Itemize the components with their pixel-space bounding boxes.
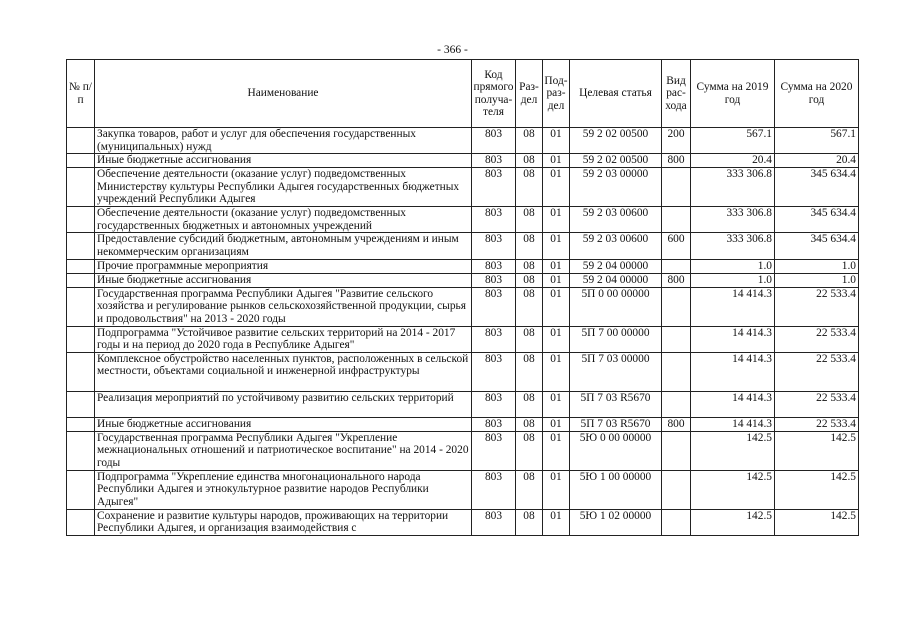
cell-subsection: 01 [543,352,570,391]
cell-sum-2019: 142.5 [691,509,775,535]
cell-no [67,154,95,168]
cell-code: 803 [472,509,516,535]
table-row [67,233,859,259]
cell-no [67,326,95,352]
cell-expense-type [662,391,691,417]
cell-name: Иные бюджетные ассигнования [95,417,472,431]
table-row [67,326,859,352]
header-sum-2020: Сумма на 2020 год [775,60,859,128]
cell-section: 08 [516,287,543,326]
cell-expense-type: 800 [662,273,691,287]
cell-sum-2019: 142.5 [691,431,775,470]
table-row [67,287,859,326]
cell-name: Предоставление субсидий бюджетным, автономным учреждениям и иным некоммерческим организациям [95,233,472,259]
cell-article: 59 2 03 00600 [570,207,662,233]
cell-section: 08 [516,352,543,391]
cell-code: 803 [472,417,516,431]
cell-no [67,470,95,509]
cell-sum-2020: 1.0 [775,259,859,273]
cell-name: Закупка товаров, работ и услуг для обеспечения государственных (муниципальных) нужд [95,128,472,154]
cell-code: 803 [472,352,516,391]
cell-code: 803 [472,259,516,273]
cell-name: Прочие программные мероприятия [95,259,472,273]
cell-expense-type [662,259,691,273]
cell-no [67,417,95,431]
cell-sum-2019: 14 414.3 [691,391,775,417]
cell-sum-2019: 1.0 [691,273,775,287]
cell-expense-type [662,168,691,207]
header-expense-type: Вид рас-хода [662,60,691,128]
table-body [67,128,859,536]
cell-subsection: 01 [543,128,570,154]
cell-sum-2019: 14 414.3 [691,326,775,352]
cell-expense-type: 800 [662,417,691,431]
cell-sum-2019: 1.0 [691,259,775,273]
cell-section: 08 [516,233,543,259]
cell-section: 08 [516,168,543,207]
cell-no [67,391,95,417]
header-no: № п/п [67,60,95,128]
header-article: Целевая статья [570,60,662,128]
cell-expense-type [662,352,691,391]
cell-sum-2020: 22 533.4 [775,326,859,352]
cell-sum-2020: 142.5 [775,470,859,509]
budget-table [66,59,859,536]
cell-code: 803 [472,168,516,207]
cell-name: Комплексное обустройство населенных пунктов, расположенных в сельской местности, объектами социальной и инженерной инфраструктуры [95,352,472,391]
cell-subsection: 01 [543,470,570,509]
cell-section: 08 [516,207,543,233]
cell-code: 803 [472,391,516,417]
cell-no [67,168,95,207]
cell-code: 803 [472,287,516,326]
cell-sum-2020: 1.0 [775,273,859,287]
cell-name: Иные бюджетные ассигнования [95,154,472,168]
cell-code: 803 [472,326,516,352]
cell-sum-2019: 14 414.3 [691,287,775,326]
cell-subsection: 01 [543,509,570,535]
cell-article: 5Ю 1 02 00000 [570,509,662,535]
cell-subsection: 01 [543,273,570,287]
cell-name: Государственная программа Республики Адыгея "Укрепление межнациональных отношений и патриотическое воспитание" на 2014 - 2020 годы [95,431,472,470]
cell-no [67,287,95,326]
table-row [67,509,859,535]
cell-subsection: 01 [543,431,570,470]
cell-no [67,207,95,233]
cell-article: 59 2 04 00000 [570,273,662,287]
cell-article: 5П 7 03 R5670 [570,391,662,417]
cell-sum-2020: 20.4 [775,154,859,168]
cell-code: 803 [472,154,516,168]
cell-article: 5Ю 1 00 00000 [570,470,662,509]
cell-name: Обеспечение деятельности (оказание услуг) подведомственных государственных бюджетных и автономных учреждений [95,207,472,233]
cell-subsection: 01 [543,287,570,326]
cell-article: 59 2 02 00500 [570,154,662,168]
cell-section: 08 [516,391,543,417]
cell-section: 08 [516,154,543,168]
cell-expense-type [662,509,691,535]
cell-expense-type: 800 [662,154,691,168]
cell-sum-2019: 20.4 [691,154,775,168]
cell-subsection: 01 [543,154,570,168]
cell-code: 803 [472,233,516,259]
table-row [67,391,859,417]
cell-sum-2020: 22 533.4 [775,352,859,391]
cell-expense-type: 200 [662,128,691,154]
cell-expense-type: 600 [662,233,691,259]
cell-expense-type [662,207,691,233]
cell-name: Подпрограмма "Укрепление единства многонационального народа Республики Адыгея и этнокультурное развитие народов Республики Адыгея" [95,470,472,509]
cell-article: 59 2 03 00600 [570,233,662,259]
cell-sum-2020: 22 533.4 [775,287,859,326]
cell-subsection: 01 [543,207,570,233]
table-row [67,352,859,391]
cell-name: Сохранение и развитие культуры народов, проживающих на территории Республики Адыгея, и организация взаимодействия с [95,509,472,535]
header-code: Код прямого получа-теля [472,60,516,128]
cell-no [67,233,95,259]
cell-section: 08 [516,431,543,470]
cell-article: 59 2 04 00000 [570,259,662,273]
table-row [67,128,859,154]
cell-no [67,259,95,273]
cell-subsection: 01 [543,391,570,417]
table-row [67,168,859,207]
cell-sum-2020: 22 533.4 [775,391,859,417]
cell-subsection: 01 [543,417,570,431]
cell-code: 803 [472,431,516,470]
cell-code: 803 [472,273,516,287]
cell-expense-type [662,287,691,326]
cell-no [67,128,95,154]
cell-sum-2020: 345 634.4 [775,168,859,207]
table-row [67,417,859,431]
table-row [67,154,859,168]
table-header-row [67,60,859,128]
cell-sum-2019: 333 306.8 [691,233,775,259]
cell-section: 08 [516,128,543,154]
table-row [67,431,859,470]
table-row [67,207,859,233]
cell-section: 08 [516,326,543,352]
cell-article: 5Ю 0 00 00000 [570,431,662,470]
cell-subsection: 01 [543,326,570,352]
cell-sum-2019: 567.1 [691,128,775,154]
cell-sum-2019: 333 306.8 [691,168,775,207]
cell-name: Государственная программа Республики Адыгея "Развитие сельского хозяйства и регулирование рынков сельскохозяйственной продукции, сырья и продовольствия" на 2013 - 2020 годы [95,287,472,326]
cell-sum-2019: 14 414.3 [691,352,775,391]
header-section: Раз-дел [516,60,543,128]
cell-sum-2020: 142.5 [775,509,859,535]
cell-name: Реализация мероприятий по устойчивому развитию сельских территорий [95,391,472,417]
cell-article: 5П 7 00 00000 [570,326,662,352]
cell-name: Иные бюджетные ассигнования [95,273,472,287]
cell-no [67,509,95,535]
cell-sum-2020: 567.1 [775,128,859,154]
cell-sum-2019: 142.5 [691,470,775,509]
cell-section: 08 [516,470,543,509]
cell-name: Подпрограмма "Устойчивое развитие сельских территорий на 2014 - 2017 годы и на период до 2020 года в Республике Адыгея" [95,326,472,352]
cell-sum-2020: 345 634.4 [775,233,859,259]
header-subsection: Под-раз-дел [543,60,570,128]
page-number: - 366 - [437,44,468,56]
cell-article: 59 2 02 00500 [570,128,662,154]
cell-expense-type [662,470,691,509]
cell-section: 08 [516,259,543,273]
cell-article: 5П 7 03 00000 [570,352,662,391]
cell-subsection: 01 [543,233,570,259]
cell-sum-2020: 22 533.4 [775,417,859,431]
cell-sum-2020: 345 634.4 [775,207,859,233]
cell-sum-2019: 14 414.3 [691,417,775,431]
cell-sum-2019: 333 306.8 [691,207,775,233]
cell-sum-2020: 142.5 [775,431,859,470]
cell-code: 803 [472,128,516,154]
table-row [67,470,859,509]
header-name: Наименование [95,60,472,128]
cell-name: Обеспечение деятельности (оказание услуг) подведомственных Министерству культуры Республики Адыгея государственных бюджетных учреждений Республики Адыгея [95,168,472,207]
cell-no [67,352,95,391]
header-sum-2019: Сумма на 2019 год [691,60,775,128]
table-row [67,273,859,287]
cell-subsection: 01 [543,168,570,207]
table-row [67,259,859,273]
cell-article: 5П 0 00 00000 [570,287,662,326]
cell-code: 803 [472,207,516,233]
cell-subsection: 01 [543,259,570,273]
cell-expense-type [662,431,691,470]
cell-article: 59 2 03 00000 [570,168,662,207]
cell-article: 5П 7 03 R5670 [570,417,662,431]
cell-section: 08 [516,417,543,431]
cell-code: 803 [472,470,516,509]
cell-no [67,273,95,287]
cell-section: 08 [516,509,543,535]
cell-no [67,431,95,470]
cell-section: 08 [516,273,543,287]
cell-expense-type [662,326,691,352]
